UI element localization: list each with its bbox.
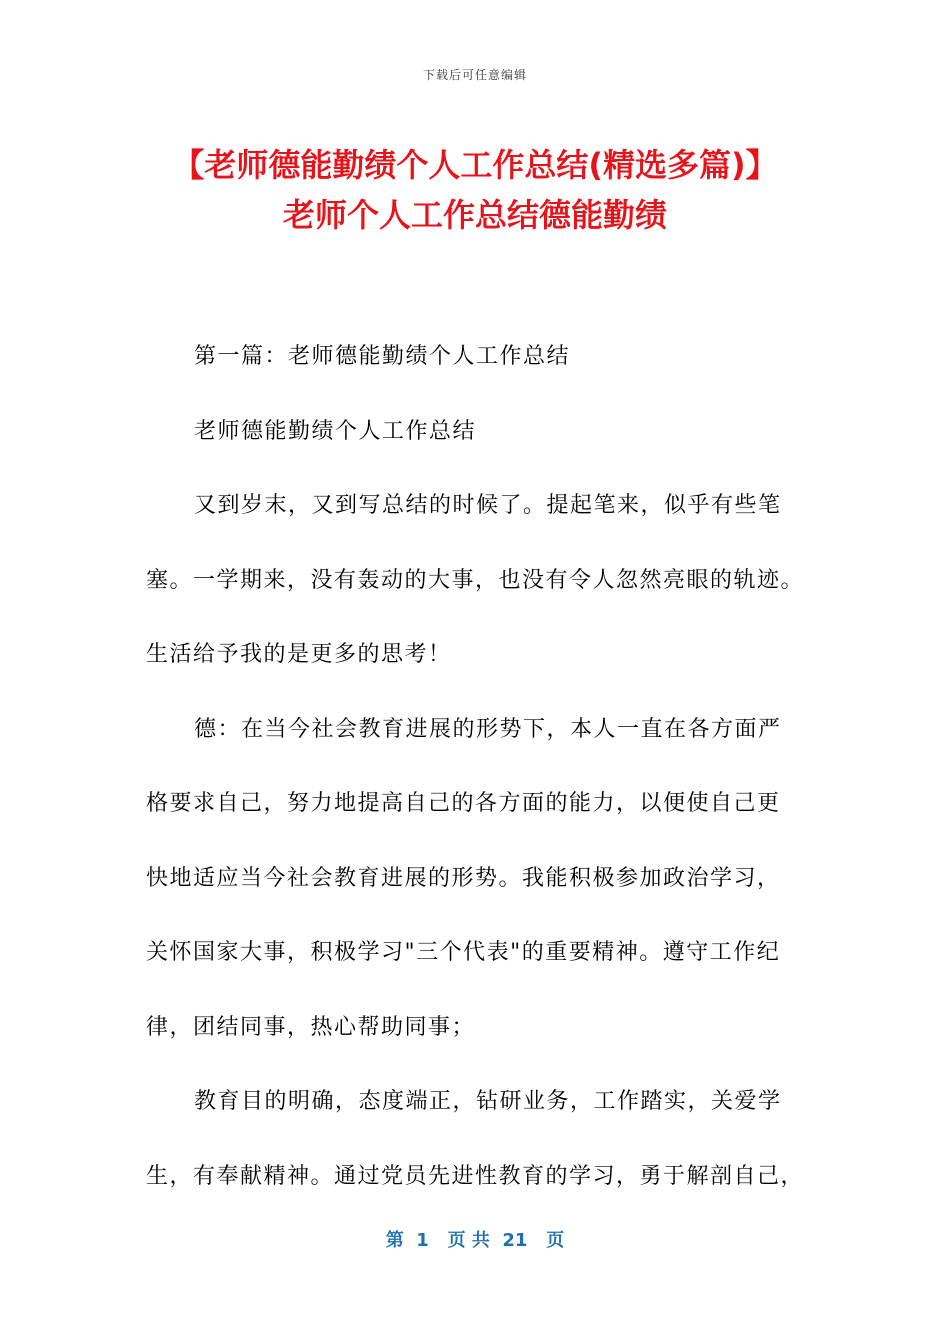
page-number: 第 1 页 共 21 页 — [385, 1230, 565, 1251]
paragraph-line: 又到岁末，又到写总结的时候了。提起笔来，似乎有些笔 — [194, 493, 782, 518]
paragraph-line: 格要求自己，努力地提高自己的各方面的能力，以便使自己更 — [146, 791, 781, 816]
paragraph-line: 德：在当今社会教育进展的形势下，本人一直在各方面严 — [194, 716, 782, 742]
paragraph-line: 快地适应当今社会教育进展的形势。我能积极参加政治学习， — [146, 865, 781, 891]
paragraph-line: 律，团结同事，热心帮助同事； — [146, 1014, 476, 1040]
paragraph-line: 关怀国家大事，积极学习"三个代表"的重要精神。遵守工作纪 — [146, 940, 781, 965]
title-line-1: 【老师德能勤绩个人工作总结(精选多篇)】 — [172, 146, 778, 184]
document-title — [60, 140, 890, 240]
subsection-heading: 老师德能勤绩个人工作总结 — [194, 418, 477, 444]
paragraph-line: 生活给予我的是更多的思考！ — [146, 642, 452, 667]
title-line-2: 老师个人工作总结德能勤绩 — [282, 196, 667, 234]
section-heading: 第一篇：老师德能勤绩个人工作总结 — [194, 344, 571, 369]
paragraph-line: 塞。一学期来，没有轰动的大事，也没有令人忽然亮眼的轨迹。 — [146, 567, 805, 593]
header-note: 下载后可任意编辑 — [422, 68, 527, 82]
document-body — [146, 320, 806, 1214]
paragraph-line: 生，有奉献精神。通过党员先进性教育的学习，勇于解剖自己， — [146, 1163, 805, 1189]
paragraph-line: 教育目的明确，态度端正，钻研业务，工作踏实，关爱学 — [194, 1089, 782, 1114]
